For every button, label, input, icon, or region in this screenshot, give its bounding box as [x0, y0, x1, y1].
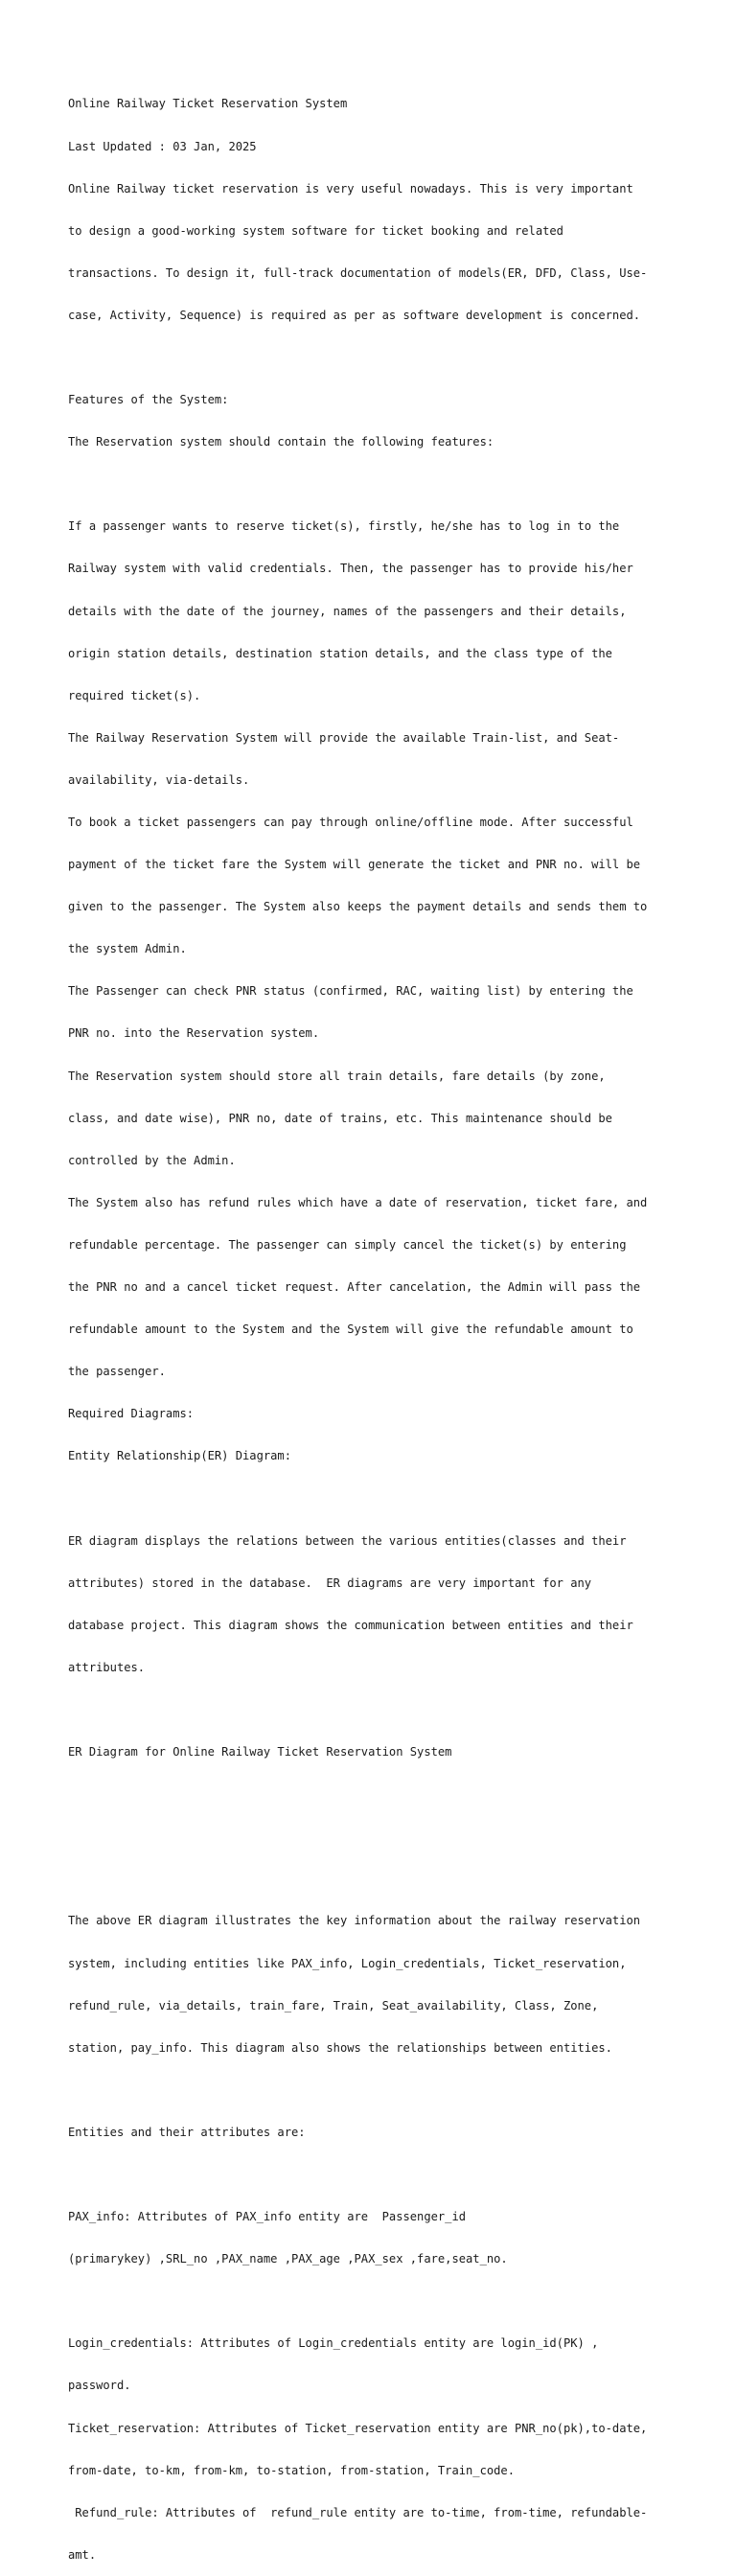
feature-line: controlled by the Admin. — [68, 1153, 236, 1167]
spacer — [68, 2083, 681, 2098]
entities-heading: Entities and their attributes are: — [68, 2125, 306, 2139]
refund-rule-line: amt. — [68, 2547, 97, 2562]
feature-line: The Passenger can check PNR status (confirmed, RAC, waiting list) by entering the — [68, 984, 633, 999]
er-description-line: database project. This diagram shows the communication between entities and their — [68, 1618, 633, 1632]
er-summary-line: refund_rule, via_details, train_fare, Train, Seat_availability, Class, Zone, — [68, 1998, 599, 2012]
spacer — [68, 1872, 681, 1886]
feature-line: the passenger. — [68, 1365, 166, 1379]
er-description-line: attributes. — [68, 1660, 146, 1674]
document-title: Online Railway Ticket Reservation System — [68, 97, 348, 111]
spacer — [68, 1787, 681, 1802]
spacer — [68, 1703, 681, 1717]
feature-line: The Reservation system should store all train details, fare details (by zone, — [68, 1069, 606, 1083]
spacer — [68, 2294, 681, 2309]
intro-line: case, Activity, Sequence) is required as per as software development is concerned. — [68, 308, 641, 322]
document-body — [68, 69, 681, 2576]
er-summary-line: The above ER diagram illustrates the key information about the railway reservation — [68, 1914, 641, 1928]
last-updated: Last Updated : 03 Jan, 2025 — [68, 139, 257, 153]
er-diagram-heading: Entity Relationship(ER) Diagram: — [68, 1449, 291, 1463]
login-credentials-line: password. — [68, 2379, 131, 2393]
feature-line: class, and date wise), PNR no, date of trains, etc. This maintenance should be — [68, 1111, 612, 1125]
spacer — [68, 351, 681, 365]
er-diagram-caption: ER Diagram for Online Railway Ticket Reservation System — [68, 1745, 452, 1760]
required-diagrams-heading: Required Diagrams: — [68, 1407, 195, 1421]
feature-line: payment of the ticket fare the System will generate the ticket and PNR no. will be — [68, 858, 641, 872]
login-credentials-line: Login_credentials: Attributes of Login_credentials entity are login_id(PK) , — [68, 2336, 599, 2351]
ticket-reservation-line: from-date, to-km, from-km, to-station, from-station, Train_code. — [68, 2463, 515, 2477]
feature-line: availability, via-details. — [68, 772, 250, 787]
features-intro: The Reservation system should contain the following features: — [68, 435, 494, 449]
feature-line: To book a ticket passengers can pay through online/offline mode. After successful — [68, 816, 633, 829]
feature-line: required ticket(s). — [68, 688, 201, 702]
feature-line: the system Admin. — [68, 942, 187, 956]
er-summary-line: system, including entities like PAX_info, Login_credentials, Ticket_reservation, — [68, 1956, 627, 1970]
spacer — [68, 1829, 681, 1844]
feature-line: The Railway Reservation System will provide the available Train-list, and Seat- — [68, 730, 620, 745]
intro-line: transactions. To design it, full-track documentation of models(ER, DFD, Class, Use- — [68, 265, 648, 280]
feature-line: details with the date of the journey, names of the passengers and their details, — [68, 604, 627, 618]
feature-line: given to the passenger. The System also keeps the payment details and sends them to — [68, 900, 648, 914]
intro-line: Online Railway ticket reservation is very useful nowadays. This is very important — [68, 181, 633, 196]
feature-line: If a passenger wants to reserve ticket(s), firstly, he/she has to log in to the — [68, 519, 620, 534]
refund-rule-line: Refund_rule: Attributes of refund_rule entity are to-time, from-time, refundable- — [68, 2505, 648, 2519]
feature-line: PNR no. into the Reservation system. — [68, 1026, 320, 1041]
features-heading: Features of the System: — [68, 393, 229, 407]
feature-line: origin station details, destination station details, and the class type of the — [68, 646, 612, 660]
pax-info-line: (primarykey) ,SRL_no ,PAX_name ,PAX_age ,PAX_sex ,fare,seat_no. — [68, 2252, 508, 2266]
feature-line: The System also has refund rules which have a date of reservation, ticket fare, and — [68, 1195, 648, 1209]
spacer — [68, 2168, 681, 2182]
spacer — [68, 477, 681, 492]
er-description-line: ER diagram displays the relations between the various entities(classes and their — [68, 1533, 627, 1548]
er-description-line: attributes) stored in the database. ER diagrams are very important for any — [68, 1576, 592, 1590]
feature-line: the PNR no and a cancel ticket request. After cancelation, the Admin will pass the — [68, 1280, 641, 1295]
er-summary-line: station, pay_info. This diagram also shows the relationships between entities. — [68, 2040, 612, 2055]
spacer — [68, 1492, 681, 1506]
feature-line: Railway system with valid credentials. Then, the passenger has to provide his/her — [68, 562, 633, 576]
intro-line: to design a good-working system software for ticket booking and related — [68, 223, 564, 238]
ticket-reservation-line: Ticket_reservation: Attributes of Ticket_reservation entity are PNR_no(pk),to-date, — [68, 2421, 648, 2435]
feature-line: refundable percentage. The passenger can simply cancel the ticket(s) by entering — [68, 1237, 627, 1252]
feature-line: refundable amount to the System and the System will give the refundable amount to — [68, 1322, 633, 1337]
pax-info-line: PAX_info: Attributes of PAX_info entity are Passenger_id — [68, 2210, 467, 2224]
